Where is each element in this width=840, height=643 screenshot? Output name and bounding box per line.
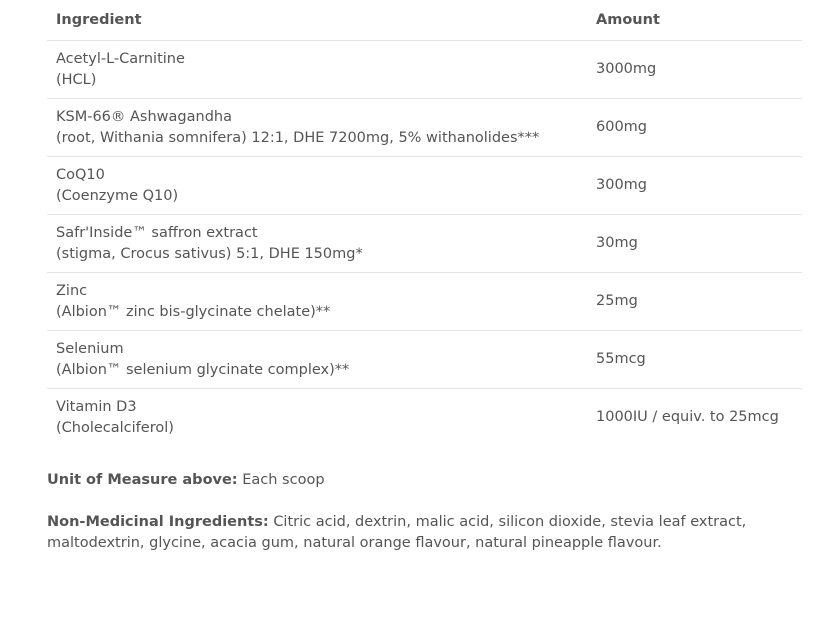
ingredient-column-header: Ingredient (47, 0, 587, 41)
ingredient-name: Safr'Inside™ saffron extract (56, 224, 258, 241)
unit-of-measure-label: Unit of Measure above: (47, 472, 238, 488)
ingredients-table (47, 0, 802, 446)
table-row (47, 331, 802, 389)
amount-cell: 30mg (587, 215, 802, 273)
amount-cell: 3000mg (587, 41, 802, 99)
amount-cell: 1000IU / equiv. to 25mcg (596, 409, 779, 425)
table-header-row (47, 0, 802, 41)
amount-cell: 600mg (587, 99, 802, 157)
table-body (47, 41, 802, 447)
ingredient-name: Selenium (56, 340, 124, 357)
ingredient-cell (47, 157, 587, 215)
ingredient-name: Zinc (56, 282, 88, 299)
ingredient-detail: (root, Withania somnifera) 12:1, DHE 7200mg, 5% withanolides*** (56, 129, 540, 146)
ingredient-cell (47, 99, 587, 157)
ingredient-cell (47, 273, 587, 331)
ingredient-detail: (HCL) (56, 71, 97, 88)
ingredient-name: KSM-66® Ashwagandha (56, 108, 232, 125)
amount-column-header: Amount (587, 0, 802, 41)
non-medicinal-value: Citric acid, dextrin, malic acid, silicon dioxide, stevia leaf extract, maltodextrin, glycine, acacia gum, natural orange flavour, natural pineapple flavour. (47, 514, 747, 551)
table-row (47, 389, 802, 447)
ingredient-cell (47, 41, 587, 99)
ingredient-detail: (Albion™ selenium glycinate complex)** (56, 361, 350, 378)
amount-cell: 55mcg (587, 331, 802, 389)
unit-of-measure (47, 470, 807, 491)
table-row (47, 157, 802, 215)
ingredient-cell (47, 215, 587, 273)
table-row (47, 99, 802, 157)
amount-cell: 300mg (587, 157, 802, 215)
ingredient-detail: (Cholecalciferol) (56, 419, 174, 436)
table-row (47, 273, 802, 331)
ingredient-name: Acetyl-L-Carnitine (56, 50, 185, 67)
ingredient-cell (47, 389, 587, 447)
ingredient-detail: (stigma, Crocus sativus) 5:1, DHE 150mg* (56, 245, 363, 262)
ingredient-name: Vitamin D3 (56, 398, 137, 415)
non-medicinal-label: Non-Medicinal Ingredients: (47, 514, 269, 530)
product-notes (47, 470, 807, 554)
ingredient-cell (47, 331, 587, 389)
unit-of-measure-value: Each scoop (242, 472, 325, 488)
ingredient-detail: (Albion™ zinc bis-glycinate chelate)** (56, 303, 331, 320)
table-row (47, 41, 802, 99)
table-row (47, 215, 802, 273)
table-header (47, 0, 802, 41)
non-medicinal-ingredients (47, 512, 807, 554)
amount-cell: 25mg (587, 273, 802, 331)
ingredient-detail: (Coenzyme Q10) (56, 187, 179, 204)
ingredient-name: CoQ10 (56, 166, 105, 183)
